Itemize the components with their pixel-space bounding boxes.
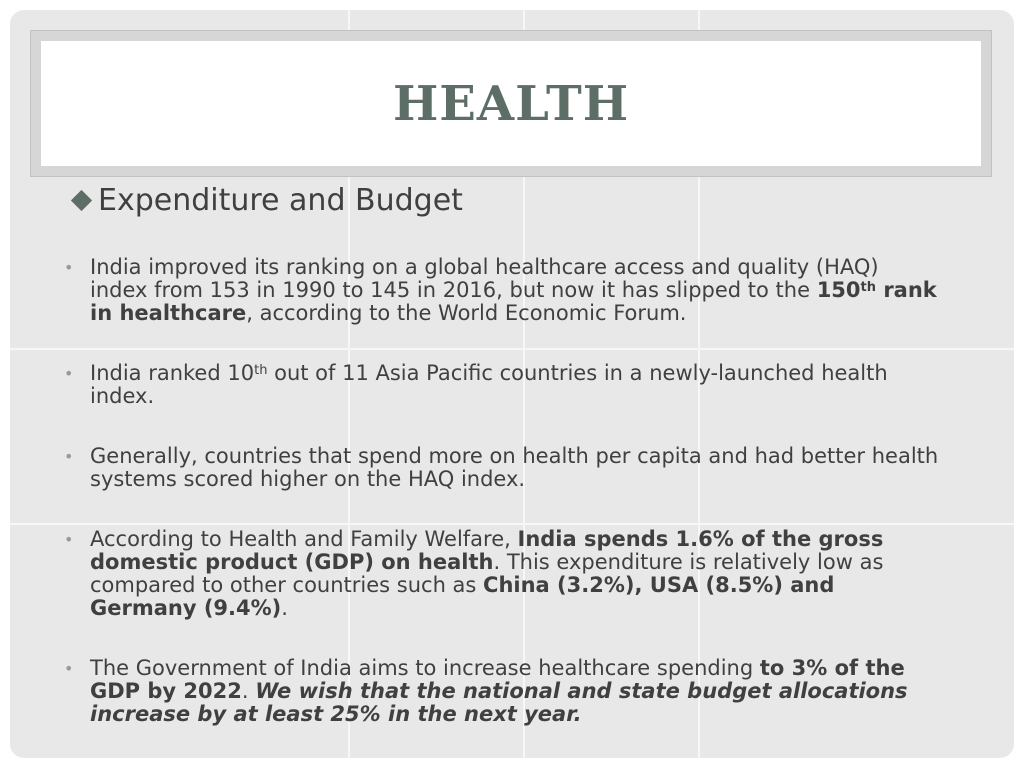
bullet-text-bold: China (3.2%), USA (8.5%) and Germany (9.4%) xyxy=(90,573,835,620)
bullet-item-haq-ranking xyxy=(62,256,942,325)
bullet-text: . xyxy=(281,596,288,620)
bullet-text-bold: 150 xyxy=(816,278,861,302)
bullet-text: India improved its ranking on a global healthcare access and quality (HAQ) index from 153 in 1990 to 145 in 2016, but now it has slipped to the xyxy=(90,255,879,302)
bullet-text-bold: India spends 1.6% of the gross domestic product (GDP) on health xyxy=(90,527,884,574)
title-frame xyxy=(30,30,992,177)
bullet-dot-icon: • xyxy=(64,258,74,277)
bullet-text: The Government of India aims to increase healthcare spending xyxy=(90,656,760,680)
slide-title: HEALTH xyxy=(392,75,630,132)
section-heading-text: Expenditure and Budget xyxy=(98,183,463,218)
bullet-item-government-aim xyxy=(62,657,942,726)
title-box xyxy=(41,41,981,166)
section-heading xyxy=(68,183,463,218)
superscript: th xyxy=(254,363,268,378)
bullet-text: , according to the World Economic Forum. xyxy=(246,301,687,325)
bullet-text: According to Health and Family Welfare, xyxy=(90,527,518,551)
bullet-text: Generally, countries that spend more on health per capita and had better health systems scored higher on the HAQ index. xyxy=(90,444,939,491)
bullet-item-spending xyxy=(62,445,942,491)
bullet-dot-icon: • xyxy=(64,530,74,549)
bullet-text: out of 11 Asia Pacific countries in a newly-launched health index. xyxy=(90,361,888,408)
bullet-dot-icon: • xyxy=(64,659,74,678)
bullet-item-gdp xyxy=(62,528,942,620)
bullet-text-bold: to 3% of the GDP by 2022 xyxy=(90,656,905,703)
bullet-text: . xyxy=(241,679,256,703)
bullet-text: . This expenditure is relatively low as compared to other countries such as xyxy=(90,550,884,597)
bullet-dot-icon: • xyxy=(64,364,74,383)
diamond-bullet-icon xyxy=(71,190,92,211)
bullet-text: India ranked 10 xyxy=(90,361,255,385)
bullet-text-bold: rank in healthcare xyxy=(90,278,937,325)
bullet-text-bold-italic: We wish that the national and state budget allocations increase by at least 25% in the next year. xyxy=(90,679,908,726)
bullet-list xyxy=(62,256,942,726)
bullet-dot-icon: • xyxy=(64,447,74,466)
bullet-item-asia-pacific xyxy=(62,362,942,408)
superscript: th xyxy=(860,280,877,295)
